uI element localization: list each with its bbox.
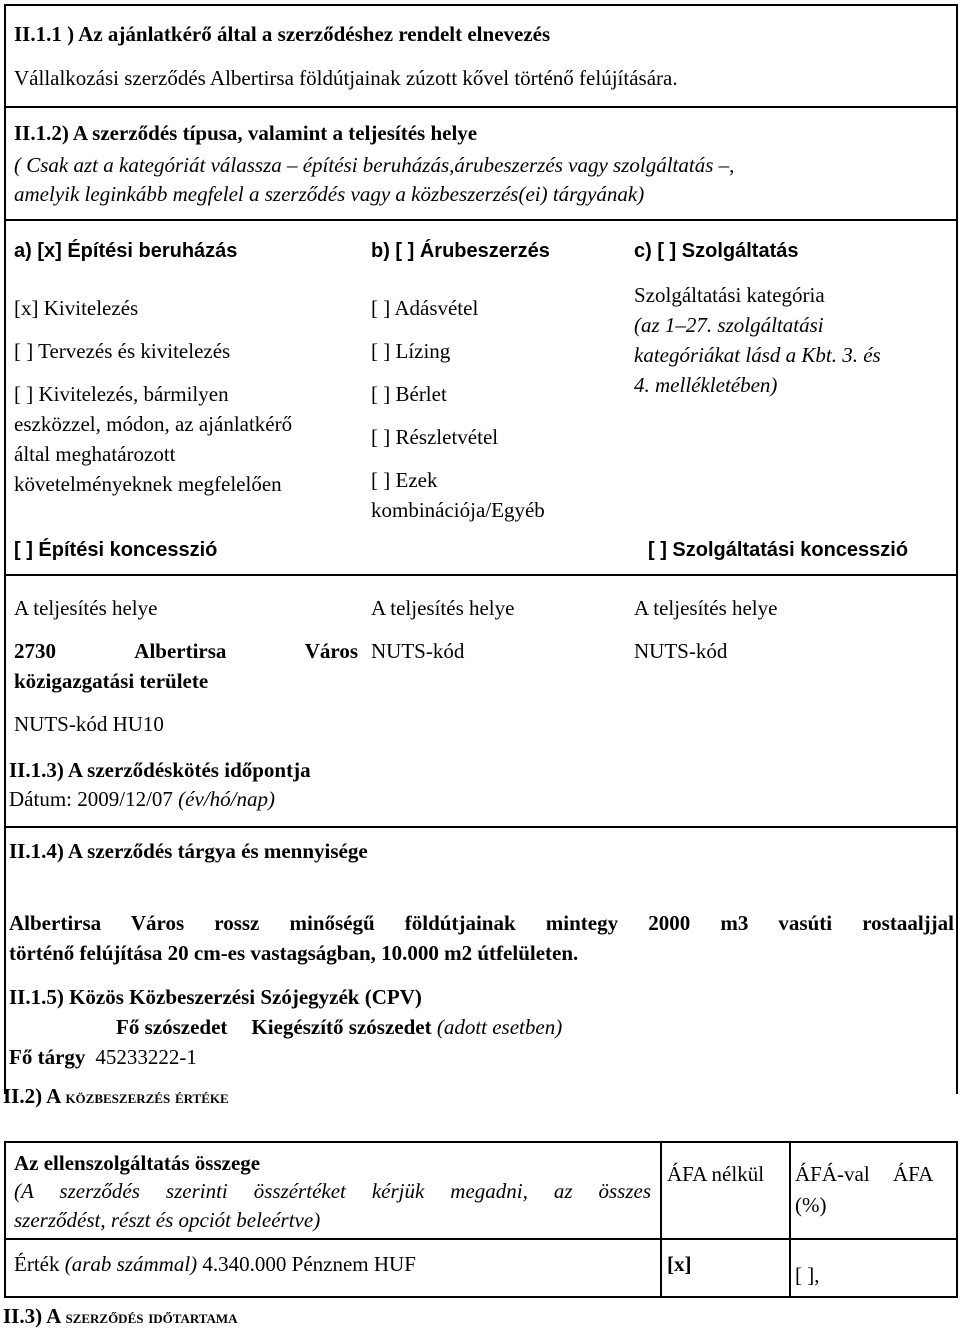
subject-line1: Albertirsa Város rossz minőségű földútjainak mintegy 2000 m3 vasúti rostaaljjal <box>9 911 954 935</box>
frame-top <box>4 4 958 6</box>
place-label-c: A teljesítés helye <box>634 596 778 620</box>
divider-3 <box>4 574 958 576</box>
place-a-nuts-code: NUTS-kód HU10 <box>14 712 164 736</box>
option-rental: [ ] Bérlet <box>371 382 447 406</box>
divider-2 <box>4 219 958 221</box>
option-lease: [ ] Lízing <box>371 339 451 363</box>
supplementary-vocabulary-label: Kiegészítő szószedet <box>251 1015 432 1039</box>
section-number-2-2: II.2) A <box>3 1084 66 1108</box>
works-concession-option: [ ] Építési koncesszió <box>14 539 218 561</box>
option-combination-line1: [ ] Ezek <box>371 468 438 492</box>
section-heading-2-1-3: II.1.3) A szerződéskötés időpontja <box>9 758 311 782</box>
option-purchase: [ ] Adásvétel <box>371 296 479 320</box>
subject-line2: történő felújítása 20 cm-es vastagságban, 10.000 m2 útfelületen. <box>9 941 579 965</box>
place-c-nuts-code: NUTS-kód <box>634 639 728 663</box>
section-heading-2-1-5: II.1.5) Közös Közbeszerzési Szójegyzék (CPV) <box>9 985 422 1009</box>
value-amount: 4.340.000 Pénznem HUF <box>202 1252 416 1276</box>
services-concession-option: [ ] Szolgáltatási koncesszió <box>648 539 909 561</box>
date-label: Dátum: <box>9 787 78 811</box>
frame-right <box>956 4 958 1094</box>
main-vocabulary-label: Fő szószedet <box>116 1015 228 1039</box>
type-c-services-heading: c) [ ] Szolgáltatás <box>634 240 799 262</box>
consideration-total-heading: Az ellenszolgáltatás összege <box>14 1151 261 1175</box>
postal-code: 2730 <box>14 639 56 663</box>
value-table-right <box>956 1141 958 1298</box>
consideration-note-line1: (A szerződés szerinti összértéket kérjük megadni, az összes <box>14 1179 651 1203</box>
section-heading-2-1-2: II.1.2) A szerződés típusa, valamint a teljesítés helye <box>14 121 478 145</box>
value-table-col-sep2 <box>789 1141 791 1298</box>
value-table-mid <box>4 1238 958 1240</box>
option-hire-purchase: [ ] Részletvétel <box>371 425 499 449</box>
section-heading-2-1-1: II.1.1 ) Az ajánlatkérő által a szerződéshez rendelt elnevezés <box>14 22 551 46</box>
contract-date-line <box>9 787 275 812</box>
service-category-note-line3: 4. mellékletében) <box>634 373 778 397</box>
main-object-label: Fő tárgy <box>9 1045 86 1069</box>
option-design-and-execution: [ ] Tervezés és kivitelezés <box>14 339 231 363</box>
col-vat-excluded: ÁFA nélkül <box>667 1162 765 1186</box>
option-any-means-line3: által meghatározott <box>14 442 176 466</box>
value-label: Érték <box>14 1252 60 1276</box>
vat-included-checkbox[interactable]: [ ], <box>795 1263 820 1287</box>
place-label-a: A teljesítés helye <box>14 596 158 620</box>
date-value: 2009/12/07 <box>77 787 173 811</box>
value-row <box>14 1252 416 1277</box>
frame-left <box>4 4 6 1094</box>
type-b-supplies-heading: b) [ ] Árubeszerzés <box>371 240 550 262</box>
option-any-means-line2: eszközzel, módon, az ajánlatkérő <box>14 412 293 436</box>
option-any-means-line4: követelményeknek megfelelően <box>14 472 282 496</box>
col-vat-included: ÁFÁ-val <box>795 1162 870 1186</box>
place-b-nuts-code: NUTS-kód <box>371 639 465 663</box>
option-combination-line2: kombinációja/Egyéb <box>371 498 545 522</box>
cpv-columns-header <box>116 1015 562 1040</box>
service-category-note-line1: (az 1–27. szolgáltatási <box>634 313 824 337</box>
divider-4 <box>4 826 958 828</box>
place-label-b: A teljesítés helye <box>371 596 515 620</box>
value-table-bottom <box>4 1296 958 1298</box>
divider-1 <box>4 106 958 108</box>
option-execution: [x] Kivitelezés <box>14 296 139 320</box>
category-instruction-line2: amelyik leginkább megfelel a szerződés vagy a közbeszerzés(ei) tárgyának) <box>14 182 645 206</box>
place-a-city-line <box>14 639 358 664</box>
consideration-note-line2: szerződést, részt és opciót beleértve) <box>14 1208 321 1232</box>
section-title-2-2: közbeszerzés értéke <box>65 1087 229 1108</box>
category-instruction-line1: ( Csak azt a kategóriát válassza – építési beruházás,árubeszerzés vagy szolgáltatás –, <box>14 153 735 177</box>
option-any-means-line1: [ ] Kivitelezés, bármilyen <box>14 382 229 406</box>
service-category-label: Szolgáltatási kategória <box>634 283 825 307</box>
value-table-top <box>4 1141 958 1143</box>
section-heading-2-2 <box>3 1084 229 1110</box>
section-number-2-3: II.3) A <box>3 1304 66 1328</box>
contract-title: Vállalkozási szerződés Albertirsa földútjainak zúzott kővel történő felújítására. <box>14 66 678 90</box>
city-type: Város <box>304 639 358 663</box>
service-category-note-line2: kategóriákat lásd a Kbt. 3. és <box>634 343 881 367</box>
main-object-cpv-code: 45233222-1 <box>95 1045 197 1069</box>
value-table-left <box>4 1141 6 1298</box>
city-name: Albertirsa <box>134 639 227 663</box>
vat-excluded-checkbox[interactable]: [x] <box>667 1252 692 1276</box>
date-format-note: (év/hó/nap) <box>172 787 275 811</box>
supplementary-vocabulary-note: (adott esetben) <box>431 1015 563 1039</box>
value-format-note: (arab számmal) <box>59 1252 203 1276</box>
main-object-row <box>9 1045 197 1070</box>
section-heading-2-3 <box>3 1304 238 1330</box>
section-title-2-3: szerződés időtartama <box>65 1307 238 1328</box>
type-a-works-heading: a) [x] Építési beruházás <box>14 240 238 262</box>
section-heading-2-1-4: II.1.4) A szerződés tárgya és mennyisége <box>9 839 368 863</box>
col-vat-rate-line2: (%) <box>795 1193 827 1217</box>
col-vat-rate-line1: ÁFA <box>893 1162 934 1186</box>
place-a-admin-area: közigazgatási területe <box>14 669 209 693</box>
value-table-col-sep1 <box>660 1141 662 1298</box>
